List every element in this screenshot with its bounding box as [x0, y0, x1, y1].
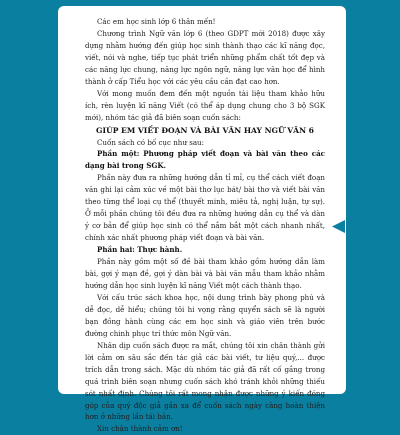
decorative-triangle-icon	[332, 220, 345, 233]
part2-paragraph: Phần này gồm một số đề bài tham khảo gồm hướng dẫn làm bài, gợi ý mạn đề, gợi ý dàn bài và bài văn mẫu tham khảo nhằm hướng dẫn học sinh luyện kĩ năng Viết một cách thành thạo.	[85, 257, 325, 290]
structure-intro: Cuốn sách có bố cục như sau:	[97, 137, 205, 147]
closing: Xin chân thành cảm ơn!	[97, 424, 183, 434]
part1-paragraph: Phần này đưa ra những hướng dẫn tỉ mỉ, cụ thể cách viết đoạn văn ghi lại cảm xúc về một bài thơ lục bát/ bài thơ và viết bài văn theo từng thể loại cụ thể (thuyết minh, miêu tả, nghị luận, tự sự). Ở mỗi phần chúng tôi đều đưa ra những hướng dẫn cụ thể và dàn ý cơ bản để giúp học sinh có thể nắm bắt một cách nhanh nhất, chính xác nhất phương pháp viết đoạn và bài văn.	[85, 173, 325, 243]
intro-paragraph: Với mong muốn đem đến một nguồn tài liệu tham khảo hữu ích, rèn luyện kĩ năng Viết (có thể áp dụng chung cho 3 bộ SGK mới), nhóm tác giả đã biên soạn cuốn sách:	[85, 88, 325, 122]
part2-heading: Phần hai: Thực hành.	[97, 245, 183, 255]
document-page	[58, 6, 346, 434]
greeting: Các em học sinh lớp 6 thân mến!	[97, 17, 216, 26]
intro-paragraph: Chương trình Ngữ văn lớp 6 (theo GDPT mới 2018) được xây dựng nhằm hướng đến giúp học sinh thành thạo các kĩ năng đọc, viết, nói và nghe, tiếp tục phát triển những phẩm chất tốt đẹp và các năng lực chung, năng lực ngôn ngữ, năng lực văn học để hình thành ở cấp Tiểu học với các yêu cầu cần đạt cao hơn.	[85, 28, 325, 86]
part2-paragraph: Với cấu trúc sách khoa học, nội dung trình bày phong phú và dễ đọc, dễ hiểu; chúng tôi hi vọng rằng quyển sách sẽ là người bạn đồng hành cùng các em học sinh và giáo viên trên bước đường chinh phục trí thức môn Ngữ văn.	[85, 292, 325, 338]
book-title: GIÚP EM VIẾT ĐOẠN VÀ BÀI VĂN HAY NGỮ VĂN 6	[96, 125, 314, 135]
part2-paragraph: Nhân dịp cuốn sách được ra mắt, chúng tôi xin chân thành gửi lời cảm ơn sâu sắc đến tác giả các bài viết, tư liệu quý,... được trích dẫn trong sách. Mặc dù nhóm tác giả đã rất cố gắng trong quá trình biên soạn nhưng cuốn sách khó tránh khỏi những thiếu sót nhất định. Chúng tôi rất mong nhận được những ý kiến đóng góp của quý độc giả gần xa để cuốn sách ngày càng hoàn thiện hơn ở những lần tái bản.	[85, 340, 325, 422]
part1-heading: Phần một: Phương pháp viết đoạn và bài văn theo các dạng bài trong SGK.	[85, 149, 325, 171]
preface-text	[85, 16, 325, 435]
